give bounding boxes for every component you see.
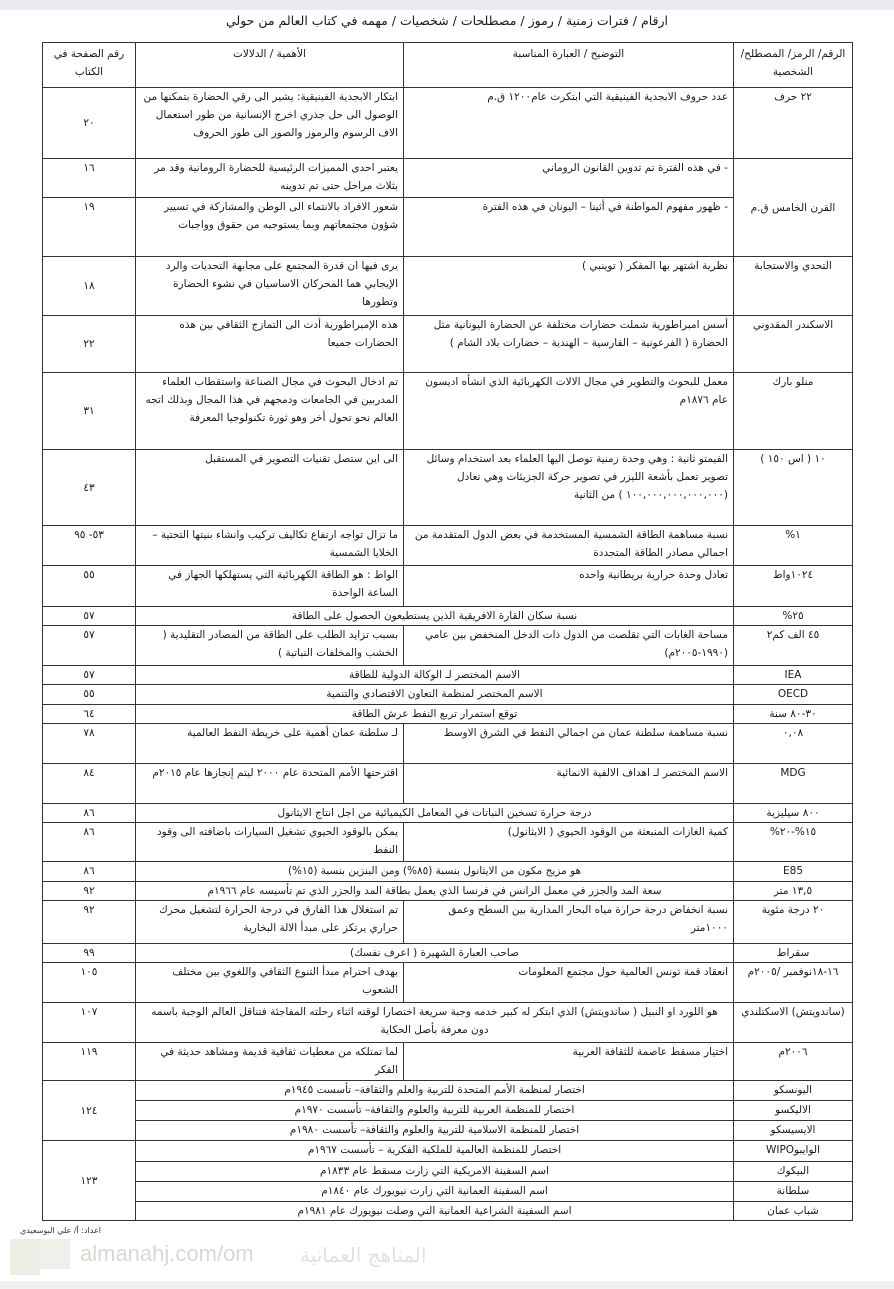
table-row	[43, 257, 853, 316]
term-cell: ١٠٢٤واط	[734, 566, 853, 607]
term-cell: (ساندويتش) الاسكتلندي	[734, 1003, 853, 1043]
table-row	[43, 685, 853, 705]
term-cell: منلو بارك	[734, 373, 853, 450]
importance-cell: الواط : هو الطاقة الكهربائية التي يستهلكها الجهاز في الساعة الواحدة	[136, 566, 404, 607]
term-cell: سلطانة	[734, 1182, 853, 1202]
term-cell: E85	[734, 862, 853, 882]
page-cell: ١٠٧	[43, 1003, 136, 1043]
explanation-cell-merged: هو مزيج مكون من الايثانول بنسبة (٨٥%) ومن البنزين بنسبة (١٥%)	[136, 862, 734, 882]
page-cell: ١٩	[43, 198, 136, 257]
explanation-cell: نسبة مساهمة سلطنة عمان من اجمالي النفط في الشرق الاوسط	[404, 724, 734, 764]
term-cell: ١٠ ( اس ١٥٠ )	[734, 450, 853, 526]
term-cell: ٢٥%	[734, 607, 853, 626]
header-term: الرقم/ الرمز/ المصطلح/الشخصية	[734, 43, 853, 88]
term-cell: ١٣,٥ متر	[734, 882, 853, 901]
page-cell: ٥٥	[43, 566, 136, 607]
explanation-cell-merged: هو اللورد او النبيل ( ساندويتش) الذي ابتكر له كبير خدمه وجبة سريعة اختصارا لوقته اثناء رحلته المفاجئة فتناقل العالم الوجبة باسمه دون معرفة بأصل الحكاية	[136, 1003, 734, 1043]
importance-cell: ما تزال تواجه ارتفاع تكاليف تركيب وانشاء بنيتها التحتية – الخلايا الشمسية	[136, 526, 404, 566]
table-body	[43, 88, 853, 1221]
page-cell: ١٦	[43, 159, 136, 198]
explanation-cell-merged: درجة حرارة تسخين النباتات في المعامل الكيميائية من اجل انتاج الايثانول	[136, 804, 734, 823]
term-cell: القرن الخامس ق.م	[734, 159, 853, 257]
page-cell: ١٠٥	[43, 963, 136, 1003]
term-cell: ١٦-١٨نوفمبر /٢٠٠٥م	[734, 963, 853, 1003]
top-band	[0, 0, 894, 10]
explanation-cell: تعادل وحدة حرارية بريطانية واحده	[404, 566, 734, 607]
importance-cell: شعور الافراد بالانتماء الى الوطن والمشاركة في تسيير شؤون مجتمعاتهم وبما يستوجبه من حقوق وواجبات	[136, 198, 404, 257]
page-cell: ٥٧	[43, 666, 136, 685]
term-cell: الوايبوWIPO	[734, 1141, 853, 1162]
term-cell: ٢٠٠٦م	[734, 1043, 853, 1081]
importance-cell: يعتبر احدى المميزات الرئيسية للحضارة الرومانية وقد مر بثلاث مراحل حتى تم تدوينه	[136, 159, 404, 198]
explanation-cell-merged: اسم السفينة الشراعية العمانية التي وصلت نيويورك عام ١٩٨١م	[136, 1202, 734, 1221]
explanation-cell: الاسم المختصر لـ اهداف الالفية الانمائية	[404, 764, 734, 804]
table-row	[43, 450, 853, 526]
page-cell: ٢٢	[43, 316, 136, 373]
page-cell: ١٨	[43, 257, 136, 316]
page-cell: ٤٣	[43, 450, 136, 526]
table-row	[43, 1162, 853, 1182]
table-row	[43, 1121, 853, 1141]
watermark-logo-text: المناهج العمانية	[300, 1243, 427, 1267]
importance-cell: بهدف احترام مبدأ التنوع الثقافي واللغوي بين مختلف الشعوب	[136, 963, 404, 1003]
page-cell: ٥٥	[43, 685, 136, 705]
importance-cell: ابتكار الابجدية الفينيقية: يشير الى رقي الحضارة بتمكنها من الوصول الى حل جذري اخرج الإنسانية من طور استعمال الاف الرسوم والرموز والصور الى طور الحروف	[136, 88, 404, 159]
importance-cell: تم استغلال هذا الفارق في درجة الحرارة لتشغيل محرك حراري يرتكز على مبدأ الالة البخارية	[136, 901, 404, 944]
term-cell: IEA	[734, 666, 853, 685]
table-row	[43, 944, 853, 963]
term-cell: الاسكندر المقدوني	[734, 316, 853, 373]
term-cell: ٣٠-٨٠ سنة	[734, 705, 853, 724]
explanation-cell: نظرية اشتهر بها المفكر ( توينبي )	[404, 257, 734, 316]
page-cell: ٥٧	[43, 626, 136, 666]
watermark-logo-block	[10, 1239, 40, 1275]
table-row	[43, 901, 853, 944]
explanation-cell-merged: اسم السفينة العمانية التي زارت نيويورك عام ١٨٤٠م	[136, 1182, 734, 1202]
explanation-cell: اختيار مسقط عاصمة للثقافة العربية	[404, 1043, 734, 1081]
explanation-cell-merged: اختصار للمنظمة العالمية للملكية الفكرية – تأسست ١٩٦٧م	[136, 1141, 734, 1162]
term-cell: ٨٠٠ سيليزية	[734, 804, 853, 823]
table-row	[43, 1101, 853, 1121]
page-cell: ٩٢	[43, 882, 136, 901]
explanation-cell: نسبة مساهمة الطاقة الشمسية المستخدمة في بعض الدول المتقدمة من اجمالي مصادر الطاقة المتجددة	[404, 526, 734, 566]
page-cell: ٨٦	[43, 804, 136, 823]
table-row	[43, 159, 853, 198]
page-cell: ٧٨	[43, 724, 136, 764]
importance-cell: اقترحتها الأمم المتحدة عام ٢٠٠٠ ليتم إنجازها عام ٢٠١٥م	[136, 764, 404, 804]
explanation-cell-merged: صاحب العبارة الشهيرة ( اعرف نفسك)	[136, 944, 734, 963]
table-row	[43, 373, 853, 450]
table-row	[43, 724, 853, 764]
table-row	[43, 1081, 853, 1101]
term-cell: ١%	[734, 526, 853, 566]
explanation-cell: - في هذه الفترة تم تدوين القانون الروماني	[404, 159, 734, 198]
table-row	[43, 963, 853, 1003]
term-cell: سقراط	[734, 944, 853, 963]
page-cell: ٣١	[43, 373, 136, 450]
table-row	[43, 862, 853, 882]
explanation-cell-merged: توقع استمرار تربع النفط عرش الطاقة	[136, 705, 734, 724]
table-row	[43, 88, 853, 159]
importance-cell: تم ادخال البحوث في مجال الصناعة واستقطاب العلماء المدربين في الجامعات ودمجهم في هذا المجال وبذلك اتجه العالم نحو تحول أخر وهو ثورة تكنولوجيا المعرفة	[136, 373, 404, 450]
explanation-cell: نسبة انخفاض درجة حرارة مياه البحار المدارية بين السطح وعمق ١٠٠٠متر	[404, 901, 734, 944]
table-row	[43, 1043, 853, 1081]
explanation-cell-merged: اختصار للمنظمة العربية للتربية والعلوم والثقافة– تأسست ١٩٧٠م	[136, 1101, 734, 1121]
explanation-cell-merged: الاسم المختصر لـ الوكالة الدولية للطاقة	[136, 666, 734, 685]
term-cell: ٤٥ الف كم٢	[734, 626, 853, 666]
term-cell: ٠,٠٨	[734, 724, 853, 764]
table-row	[43, 666, 853, 685]
table-row	[43, 626, 853, 666]
page-cell: ٩٢	[43, 901, 136, 944]
author-credit: اعداد: أ/ علي البوسعيدي	[20, 1226, 101, 1235]
importance-cell: لـ سلطنة عمان أهمية على خريطة النفط العالمية	[136, 724, 404, 764]
explanation-cell-merged: الاسم المختصر لمنظمة التعاون الاقتصادي والتنمية	[136, 685, 734, 705]
term-cell: MDG	[734, 764, 853, 804]
term-cell: OECD	[734, 685, 853, 705]
table-row	[43, 823, 853, 862]
importance-cell: بسبب تزايد الطلب على الطاقة من المصادر التقليدية ( الخشب والمخلفات النباتية )	[136, 626, 404, 666]
table-row	[43, 566, 853, 607]
explanation-cell-merged: اختصار للمنظمة الاسلامية للتربية والعلوم والثقافة– تأسست ١٩٨٠م	[136, 1121, 734, 1141]
table-row	[43, 526, 853, 566]
importance-cell: هذه الإمبراطورية أدت الى التمازج الثقافي بين هذه الحضارات جميعا	[136, 316, 404, 373]
header-importance: الأهمية / الدلالات	[136, 43, 404, 88]
term-cell: اليونسكو	[734, 1081, 853, 1101]
table-row	[43, 705, 853, 724]
importance-cell: يرى فيها ان قدرة المجتمع على مجابهة التحديات والرد الإيجابي هما المحركان الاساسيان في نشوء الحضارة وتطورها	[136, 257, 404, 316]
explanation-cell: عدد حروف الابجدية الفينيقية التي ابتكرت عام١٢٠٠ ق.م	[404, 88, 734, 159]
content-wrapper	[20, 42, 852, 1289]
table-row	[43, 1202, 853, 1221]
table-row	[43, 1141, 853, 1162]
table-row	[43, 882, 853, 901]
explanation-cell-merged: نسبة سكان القارة الافريقية الذين يستطيعون الحصول على الطاقة	[136, 607, 734, 626]
table-header-row	[43, 43, 853, 88]
page-title: ارقام / فترات زمنية / رموز / مصطلحات / شخصيات / مهمه في كتاب العالم من حولي	[225, 13, 668, 28]
page-cell: ٥٧	[43, 607, 136, 626]
importance-cell: يمكن بالوقود الحيوي تشغيل السيارات باضافته الى وقود النفط	[136, 823, 404, 862]
term-cell: الايسيسكو	[734, 1121, 853, 1141]
importance-cell: لما تمتلكه من معطيات ثقافية قديمة ومشاهد حديثة في الفكر	[136, 1043, 404, 1081]
term-cell: الاليكسو	[734, 1101, 853, 1121]
explanation-cell: مساحة الغابات التي تقلصت من الدول ذات الدخل المنخفض بين عامي (١٩٩٠-٢٠٠٥م)	[404, 626, 734, 666]
page-cell: ٨٤	[43, 764, 136, 804]
term-cell: التحدي والاستجابة	[734, 257, 853, 316]
page-cell: ١١٩	[43, 1043, 136, 1081]
watermark-logo-block	[40, 1239, 70, 1269]
term-cell: ٢٠ درجة مئوية	[734, 901, 853, 944]
table-row	[43, 1003, 853, 1043]
footer-area	[0, 1221, 894, 1281]
watermark-url: almanahj.com/om	[80, 1241, 254, 1266]
table-row	[43, 1182, 853, 1202]
explanation-cell: - ظهور مفهوم المواطنة في أثينا – اليونان في هذه الفترة	[404, 198, 734, 257]
term-cell: ٢٢ حرف	[734, 88, 853, 159]
importance-cell: الى اين ستصل تقنيات التصوير في المستقبل	[136, 450, 404, 526]
explanation-cell: الفيمتو ثانية : وهي وحدة زمنية توصل اليها العلماء بعد استخدام وسائل تصوير تعمل بأشعة الليزر في تصوير حركة الجزيئات وهي تعادل (١٠٠,٠٠٠,٠٠٠,٠٠٠,٠٠٠ ) من الثانية	[404, 450, 734, 526]
explanation-cell: أسس امبراطورية شملت حضارات مختلفة عن الحضارة اليونانية مثل الحضارة ( الفرعونية – الفارسية – الهندية – حضارات بلاد الشام )	[404, 316, 734, 373]
explanation-cell: معمل للبحوث والتطوير في مجال الالات الكهربائية الذي انشأه اديسون عام ١٨٧٦م	[404, 373, 734, 450]
table-row	[43, 316, 853, 373]
page-cell: ١٢٤	[43, 1081, 136, 1141]
explanation-cell: كمية الغازات المنبعثة من الوقود الحيوي ( الايثانول)	[404, 823, 734, 862]
page-cell: ٦٤	[43, 705, 136, 724]
header-page: رقم الصفحة في الكتاب	[43, 43, 136, 88]
page-cell: ٢٠	[43, 88, 136, 159]
page-cell: ١٢٣	[43, 1141, 136, 1221]
page-cell: ٥٣- ٩٥	[43, 526, 136, 566]
page-cell: ٨٦	[43, 862, 136, 882]
table-row	[43, 804, 853, 823]
term-cell: البيكوك	[734, 1162, 853, 1182]
table-row	[43, 764, 853, 804]
terms-table	[42, 42, 853, 1221]
header-explanation: التوضيح / العبارة المناسبة	[404, 43, 734, 88]
term-cell: ١٥%-٢٠%	[734, 823, 853, 862]
explanation-cell-merged: اسم السفينة الامريكية التي زارت مسقط عام ١٨٣٣م	[136, 1162, 734, 1182]
term-cell: شباب عمان	[734, 1202, 853, 1221]
table-row	[43, 607, 853, 626]
explanation-cell-merged: اختصار لمنظمة الأمم المتحدة للتربية والعلم والثقافة– تأسست ١٩٤٥م	[136, 1081, 734, 1101]
table-row	[43, 198, 853, 257]
page-cell: ٩٩	[43, 944, 136, 963]
explanation-cell-merged: سعة المد والجزر في معمل الرانس في فرنسا الذي يعمل بطاقة المد والجزر الذي تم تأسيسه عام ١٩٦٦م	[136, 882, 734, 901]
page-cell: ٨٦	[43, 823, 136, 862]
explanation-cell: انعقاد قمة تونس العالمية حول مجتمع المعلومات	[404, 963, 734, 1003]
bottom-band	[0, 1281, 894, 1289]
